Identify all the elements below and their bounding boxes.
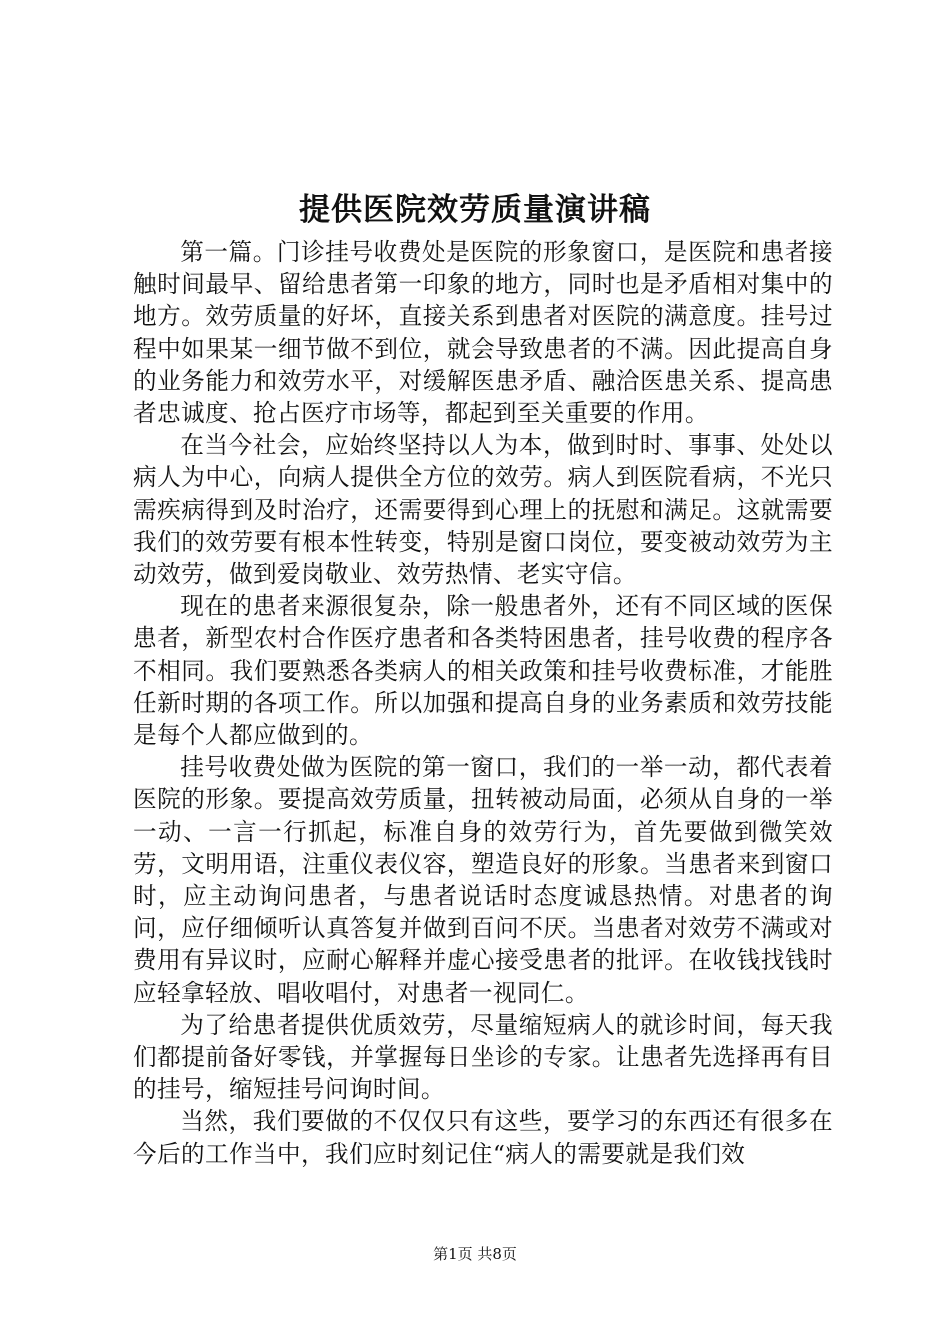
paragraph-1: 第一篇。门诊挂号收费处是医院的形象窗口，是医院和患者接触时间最早、留给患者第一印象的地方，同时也是矛盾相对集中的地方。效劳质量的好坏，直接关系到患者对医院的满意度。挂号过程中如果某一细节做不到位，就会导致患者的不满。因此提高自身的业务能力和效劳水平，对缓解医患矛盾、融洽医患关系、提高患者忠诚度、抢占医疗市场等，都起到至关重要的作用。: [133, 238, 833, 428]
paragraph-4: 挂号收费处做为医院的第一窗口，我们的一举一动，都代表着医院的形象。要提高效劳质量，扭转被动局面，必须从自身的一举一动、一言一行抓起，标准自身的效劳行为，首先要做到微笑效劳，文明用语，注重仪表仪容，塑造良好的形象。当患者来到窗口时，应主动询问患者，与患者说话时态度诚恳热情。对患者的询问，应仔细倾听认真答复并做到百问不厌。当患者对效劳不满或对费用有异议时，应耐心解释并虚心接受患者的批评。在收钱找钱时应轻拿轻放、唱收唱付，对患者一视同仁。: [133, 753, 833, 1007]
document-body: [133, 236, 833, 1170]
paragraph-3: 现在的患者来源很复杂，除一般患者外，还有不同区域的医保患者，新型农村合作医疗患者和各类特困患者，挂号收费的程序各不相同。我们要熟悉各类病人的相关政策和挂号收费标准，才能胜任新时期的各项工作。所以加强和提高自身的业务素质和效劳技能是每个人都应做到的。: [133, 592, 833, 750]
document-title: 提供医院效劳质量演讲稿: [299, 192, 651, 228]
page-number-footer: 第1页 共8页: [433, 1245, 517, 1263]
paragraph-2: 在当今社会，应始终坚持以人为本，做到时时、事事、处处以病人为中心，向病人提供全方位的效劳。病人到医院看病，不光只需疾病得到及时治疗，还需要得到心理上的抚慰和满足。这就需要我们的效劳要有根本性转变，特别是窗口岗位，要变被动效劳为主动效劳，做到爱岗敬业、效劳热情、老实守信。: [133, 431, 833, 589]
paragraph-6: 当然，我们要做的不仅仅只有这些，要学习的东西还有很多在今后的工作当中，我们应时刻记住“病人的需要就是我们效: [133, 1107, 833, 1168]
paragraph-5: 为了给患者提供优质效劳，尽量缩短病人的就诊时间，每天我们都提前备好零钱，并掌握每日坐诊的专家。让患者先选择再有目的挂号，缩短挂号问询时间。: [133, 1010, 833, 1104]
